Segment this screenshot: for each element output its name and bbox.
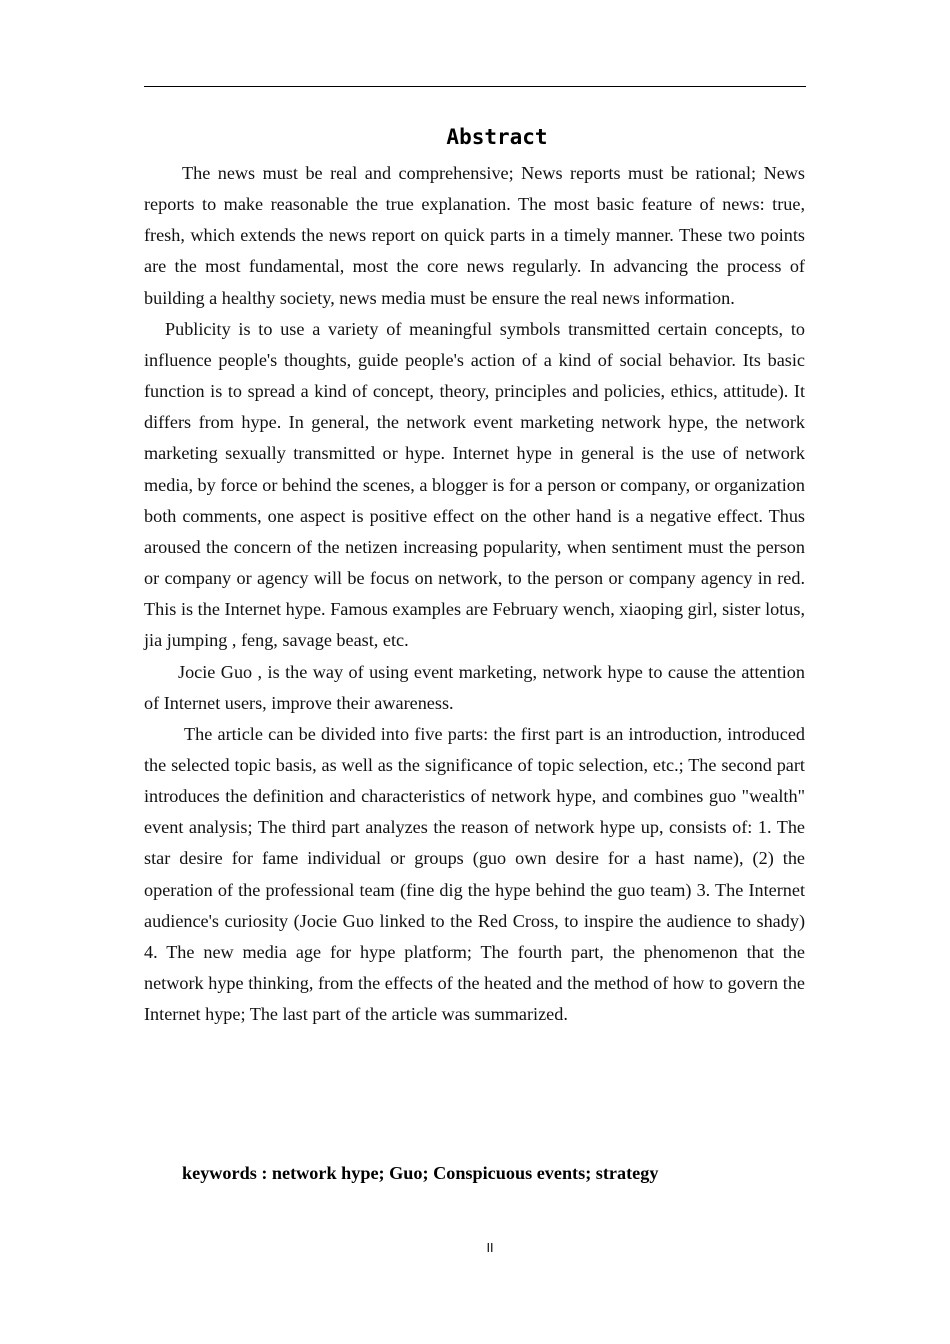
abstract-paragraph-4: The article can be divided into five parts: the first part is an introduction, introduced the selected topic basis, as well as the significance of topic selection, etc.; The second part introduces the definition and characteristics of network hype, and combines guo "wealth" event analysis; The third part analyzes the reason of network hype up, consists of: 1. The star desire for fame individual or groups (guo own desire for a hast name), (2) the operation of the professional team (fine dig the hype behind the guo team) 3. The Internet audience's curiosity (Jocie Guo linked to the Red Cross, to inspire the audience to shady) 4. The new media age for hype platform; The fourth part, the phenomenon that the network hype thinking, from the effects of the heated and the method of how to govern the Internet hype; The last part of the article was summarized.: [144, 723, 805, 1025]
header-rule: [144, 86, 806, 87]
keywords-line: keywords : network hype; Guo; Conspicuous events; strategy: [182, 1163, 659, 1183]
abstract-paragraph-1: The news must be real and comprehensive; News reports must be rational; News reports to make reasonable the true explanation. The most basic feature of news: true, fresh, which extends the news report on quick parts in a timely manner. These two points are the most fundamental, most the core news regularly. In advancing the process of building a healthy society, news media must be ensure the real news information.: [144, 163, 805, 308]
abstract-paragraph-2: Publicity is to use a variety of meaningful symbols transmitted certain concepts, to influence people's thoughts, guide people's action of a kind of social behavior. Its basic function is to spread a kind of concept, theory, principles and policies, ethics, attitude). It differs from hype. In general, the network event marketing network hype, the network marketing sexually transmitted or hype. Internet hype in general is the use of network media, by force or behind the scenes, a blogger is for a person or company, or organization both comments, one aspect is positive effect on the other hand is a negative effect. Thus aroused the concern of the netizen increasing popularity, when sentiment must the person or company or agency will be focus on network, to the person or company agency in red. This is the Internet hype. Famous examples are February wench, xiaoping girl, sister lotus, jia jumping , feng, savage beast, etc.: [144, 318, 805, 651]
abstract-title: Abstract: [446, 125, 548, 149]
page-number: II: [486, 1241, 494, 1255]
abstract-body: [144, 158, 805, 1030]
abstract-paragraph-3: Jocie Guo , is the way of using event marketing, network hype to cause the attention of Internet users, improve their awareness.: [144, 661, 805, 713]
